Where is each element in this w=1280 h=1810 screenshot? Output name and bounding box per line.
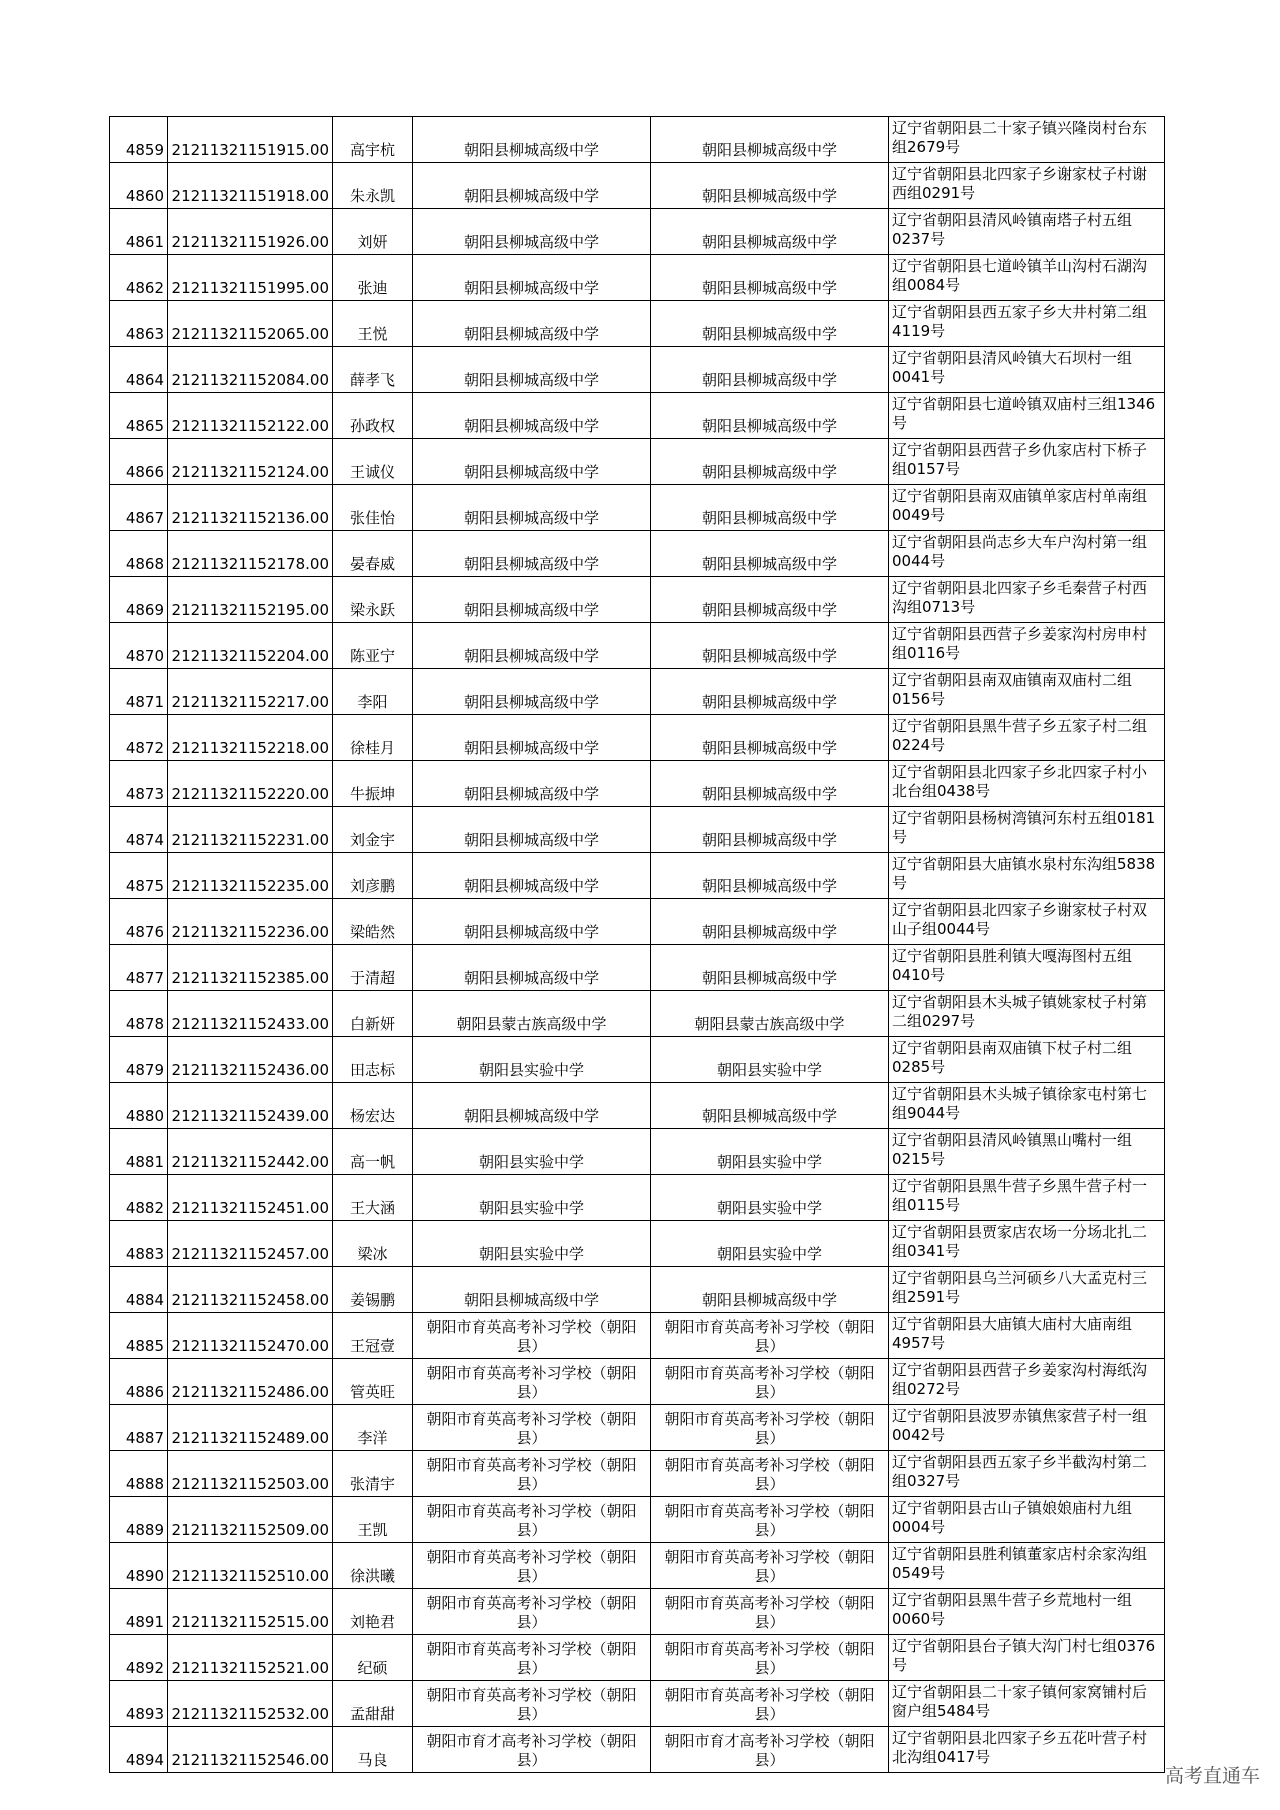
home-address: 辽宁省朝阳县北四家子乡谢家杖子村谢西组0291号 (889, 163, 1165, 209)
student-name: 王大涵 (333, 1175, 413, 1221)
student-name: 王悦 (333, 301, 413, 347)
row-number: 4874 (110, 807, 168, 853)
student-name: 牛振坤 (333, 761, 413, 807)
table-row (110, 117, 1165, 163)
row-number: 4883 (110, 1221, 168, 1267)
graduation-school: 朝阳市育英高考补习学校（朝阳县） (413, 1405, 651, 1451)
registration-school: 朝阳县柳城高级中学 (651, 117, 889, 163)
row-number: 4871 (110, 669, 168, 715)
exam-id: 21211321151926.00 (168, 209, 333, 255)
home-address: 辽宁省朝阳县大庙镇水泉村东沟组5838号 (889, 853, 1165, 899)
row-number: 4876 (110, 899, 168, 945)
table-row (110, 807, 1165, 853)
exam-id: 21211321151918.00 (168, 163, 333, 209)
home-address: 辽宁省朝阳县波罗赤镇焦家营子村一组0042号 (889, 1405, 1165, 1451)
graduation-school: 朝阳县柳城高级中学 (413, 163, 651, 209)
exam-id: 21211321152509.00 (168, 1497, 333, 1543)
row-number: 4861 (110, 209, 168, 255)
graduation-school: 朝阳县柳城高级中学 (413, 577, 651, 623)
table-row (110, 853, 1165, 899)
exam-id: 21211321152546.00 (168, 1727, 333, 1773)
table-row (110, 1451, 1165, 1497)
registration-school: 朝阳市育英高考补习学校（朝阳县） (651, 1681, 889, 1727)
student-name: 梁永跃 (333, 577, 413, 623)
exam-id: 21211321152470.00 (168, 1313, 333, 1359)
row-number: 4888 (110, 1451, 168, 1497)
registration-school: 朝阳县柳城高级中学 (651, 301, 889, 347)
exam-id: 21211321152136.00 (168, 485, 333, 531)
registration-school: 朝阳县实验中学 (651, 1037, 889, 1083)
exam-id: 21211321152503.00 (168, 1451, 333, 1497)
exam-id: 21211321152195.00 (168, 577, 333, 623)
roster-table (109, 116, 1165, 1773)
home-address: 辽宁省朝阳县胜利镇董家店村余家沟组0549号 (889, 1543, 1165, 1589)
roster-body (110, 117, 1165, 1773)
registration-school: 朝阳县柳城高级中学 (651, 531, 889, 577)
row-number: 4885 (110, 1313, 168, 1359)
registration-school: 朝阳县柳城高级中学 (651, 485, 889, 531)
row-number: 4881 (110, 1129, 168, 1175)
graduation-school: 朝阳县实验中学 (413, 1129, 651, 1175)
student-name: 高一帆 (333, 1129, 413, 1175)
table-row (110, 669, 1165, 715)
student-name: 刘彦鹏 (333, 853, 413, 899)
row-number: 4882 (110, 1175, 168, 1221)
table-row (110, 1037, 1165, 1083)
student-name: 薛孝飞 (333, 347, 413, 393)
row-number: 4860 (110, 163, 168, 209)
graduation-school: 朝阳县实验中学 (413, 1175, 651, 1221)
home-address: 辽宁省朝阳县南双庙镇单家店村单南组0049号 (889, 485, 1165, 531)
home-address: 辽宁省朝阳县七道岭镇双庙村三组1346号 (889, 393, 1165, 439)
registration-school: 朝阳市育英高考补习学校（朝阳县） (651, 1497, 889, 1543)
exam-id: 21211321152065.00 (168, 301, 333, 347)
exam-id: 21211321152217.00 (168, 669, 333, 715)
registration-school: 朝阳市育英高考补习学校（朝阳县） (651, 1405, 889, 1451)
graduation-school: 朝阳市育英高考补习学校（朝阳县） (413, 1589, 651, 1635)
student-name: 刘妍 (333, 209, 413, 255)
exam-id: 21211321152231.00 (168, 807, 333, 853)
student-name: 刘金宇 (333, 807, 413, 853)
table-row (110, 1083, 1165, 1129)
row-number: 4889 (110, 1497, 168, 1543)
watermark-text: 高考直通车 (1164, 1765, 1260, 1787)
row-number: 4894 (110, 1727, 168, 1773)
registration-school: 朝阳县柳城高级中学 (651, 669, 889, 715)
table-row (110, 945, 1165, 991)
exam-id: 21211321152220.00 (168, 761, 333, 807)
row-number: 4864 (110, 347, 168, 393)
home-address: 辽宁省朝阳县西营子乡姜家沟村海纸沟组0272号 (889, 1359, 1165, 1405)
graduation-school: 朝阳县柳城高级中学 (413, 853, 651, 899)
exam-id: 21211321152457.00 (168, 1221, 333, 1267)
exam-id: 21211321152433.00 (168, 991, 333, 1037)
registration-school: 朝阳县柳城高级中学 (651, 209, 889, 255)
student-name: 张佳怡 (333, 485, 413, 531)
exam-id: 21211321152489.00 (168, 1405, 333, 1451)
student-name: 纪硕 (333, 1635, 413, 1681)
table-row (110, 577, 1165, 623)
student-name: 高宇杭 (333, 117, 413, 163)
table-row (110, 393, 1165, 439)
home-address: 辽宁省朝阳县大庙镇大庙村大庙南组4957号 (889, 1313, 1165, 1359)
home-address: 辽宁省朝阳县黑牛营子乡五家子村二组0224号 (889, 715, 1165, 761)
registration-school: 朝阳市育英高考补习学校（朝阳县） (651, 1313, 889, 1359)
table-row (110, 1267, 1165, 1313)
home-address: 辽宁省朝阳县北四家子乡五花叶营子村北沟组0417号 (889, 1727, 1165, 1773)
registration-school: 朝阳县柳城高级中学 (651, 347, 889, 393)
row-number: 4878 (110, 991, 168, 1037)
student-name: 刘艳君 (333, 1589, 413, 1635)
graduation-school: 朝阳县实验中学 (413, 1037, 651, 1083)
table-row (110, 1727, 1165, 1773)
table-row (110, 1497, 1165, 1543)
row-number: 4891 (110, 1589, 168, 1635)
table-row (110, 623, 1165, 669)
exam-id: 21211321152178.00 (168, 531, 333, 577)
home-address: 辽宁省朝阳县古山子镇娘娘庙村九组0004号 (889, 1497, 1165, 1543)
row-number: 4887 (110, 1405, 168, 1451)
student-name: 管英旺 (333, 1359, 413, 1405)
exam-id: 21211321152236.00 (168, 899, 333, 945)
exam-id: 21211321152124.00 (168, 439, 333, 485)
graduation-school: 朝阳市育英高考补习学校（朝阳县） (413, 1681, 651, 1727)
table-row (110, 301, 1165, 347)
graduation-school: 朝阳县柳城高级中学 (413, 531, 651, 577)
student-name: 李阳 (333, 669, 413, 715)
registration-school: 朝阳县柳城高级中学 (651, 623, 889, 669)
graduation-school: 朝阳市育英高考补习学校（朝阳县） (413, 1359, 651, 1405)
table-row (110, 1635, 1165, 1681)
table-row (110, 1129, 1165, 1175)
row-number: 4870 (110, 623, 168, 669)
table-row (110, 163, 1165, 209)
graduation-school: 朝阳县柳城高级中学 (413, 255, 651, 301)
home-address: 辽宁省朝阳县木头城子镇徐家屯村第七组9044号 (889, 1083, 1165, 1129)
graduation-school: 朝阳县柳城高级中学 (413, 301, 651, 347)
graduation-school: 朝阳县柳城高级中学 (413, 761, 651, 807)
table-row (110, 715, 1165, 761)
table-row (110, 991, 1165, 1037)
table-row (110, 1589, 1165, 1635)
registration-school: 朝阳县柳城高级中学 (651, 853, 889, 899)
student-name: 姜锡鹏 (333, 1267, 413, 1313)
student-name: 徐桂月 (333, 715, 413, 761)
exam-id: 21211321152439.00 (168, 1083, 333, 1129)
registration-school: 朝阳县柳城高级中学 (651, 715, 889, 761)
table-row (110, 255, 1165, 301)
table-row (110, 347, 1165, 393)
registration-school: 朝阳县实验中学 (651, 1175, 889, 1221)
graduation-school: 朝阳县柳城高级中学 (413, 899, 651, 945)
row-number: 4890 (110, 1543, 168, 1589)
registration-school: 朝阳县柳城高级中学 (651, 899, 889, 945)
graduation-school: 朝阳县柳城高级中学 (413, 1267, 651, 1313)
registration-school: 朝阳县柳城高级中学 (651, 807, 889, 853)
exam-id: 21211321152510.00 (168, 1543, 333, 1589)
exam-id: 21211321152436.00 (168, 1037, 333, 1083)
student-name: 张清宇 (333, 1451, 413, 1497)
row-number: 4869 (110, 577, 168, 623)
home-address: 辽宁省朝阳县黑牛营子乡荒地村一组0060号 (889, 1589, 1165, 1635)
row-number: 4886 (110, 1359, 168, 1405)
exam-id: 21211321152235.00 (168, 853, 333, 899)
registration-school: 朝阳县柳城高级中学 (651, 1267, 889, 1313)
graduation-school: 朝阳县柳城高级中学 (413, 209, 651, 255)
exam-id: 21211321152532.00 (168, 1681, 333, 1727)
exam-id: 21211321152204.00 (168, 623, 333, 669)
student-name: 徐洪曦 (333, 1543, 413, 1589)
row-number: 4868 (110, 531, 168, 577)
table-row (110, 761, 1165, 807)
row-number: 4859 (110, 117, 168, 163)
home-address: 辽宁省朝阳县杨树湾镇河东村五组0181号 (889, 807, 1165, 853)
row-number: 4863 (110, 301, 168, 347)
home-address: 辽宁省朝阳县清风岭镇黑山嘴村一组0215号 (889, 1129, 1165, 1175)
home-address: 辽宁省朝阳县南双庙镇下杖子村二组0285号 (889, 1037, 1165, 1083)
table-row (110, 1221, 1165, 1267)
student-name: 梁冰 (333, 1221, 413, 1267)
row-number: 4875 (110, 853, 168, 899)
student-name: 孙政权 (333, 393, 413, 439)
graduation-school: 朝阳县柳城高级中学 (413, 945, 651, 991)
registration-school: 朝阳市育英高考补习学校（朝阳县） (651, 1589, 889, 1635)
registration-school: 朝阳县柳城高级中学 (651, 163, 889, 209)
table-row (110, 1359, 1165, 1405)
home-address: 辽宁省朝阳县尚志乡大车户沟村第一组0044号 (889, 531, 1165, 577)
registration-school: 朝阳市育才高考补习学校（朝阳县） (651, 1727, 889, 1773)
exam-id: 21211321152084.00 (168, 347, 333, 393)
registration-school: 朝阳市育英高考补习学校（朝阳县） (651, 1635, 889, 1681)
table-row (110, 1313, 1165, 1359)
exam-id: 21211321152385.00 (168, 945, 333, 991)
registration-school: 朝阳县柳城高级中学 (651, 255, 889, 301)
graduation-school: 朝阳县柳城高级中学 (413, 1083, 651, 1129)
student-name: 晏春威 (333, 531, 413, 577)
home-address: 辽宁省朝阳县清风岭镇大石坝村一组0041号 (889, 347, 1165, 393)
row-number: 4884 (110, 1267, 168, 1313)
exam-id: 21211321152442.00 (168, 1129, 333, 1175)
registration-school: 朝阳县柳城高级中学 (651, 945, 889, 991)
registration-school: 朝阳县柳城高级中学 (651, 439, 889, 485)
graduation-school: 朝阳县柳城高级中学 (413, 807, 651, 853)
home-address: 辽宁省朝阳县胜利镇大嘎海图村五组0410号 (889, 945, 1165, 991)
home-address: 辽宁省朝阳县台子镇大沟门村七组0376号 (889, 1635, 1165, 1681)
graduation-school: 朝阳县柳城高级中学 (413, 393, 651, 439)
table-row (110, 439, 1165, 485)
home-address: 辽宁省朝阳县西五家子乡大井村第二组4119号 (889, 301, 1165, 347)
graduation-school: 朝阳市育英高考补习学校（朝阳县） (413, 1313, 651, 1359)
table-row (110, 899, 1165, 945)
home-address: 辽宁省朝阳县二十家子镇何家窝铺村后窗户组5484号 (889, 1681, 1165, 1727)
row-number: 4893 (110, 1681, 168, 1727)
graduation-school: 朝阳县柳城高级中学 (413, 117, 651, 163)
table-row (110, 485, 1165, 531)
exam-id: 21211321152122.00 (168, 393, 333, 439)
row-number: 4892 (110, 1635, 168, 1681)
home-address: 辽宁省朝阳县西营子乡姜家沟村房申村组0116号 (889, 623, 1165, 669)
graduation-school: 朝阳县蒙古族高级中学 (413, 991, 651, 1037)
table-row (110, 531, 1165, 577)
home-address: 辽宁省朝阳县七道岭镇羊山沟村石湖沟组0084号 (889, 255, 1165, 301)
student-name: 王诚仪 (333, 439, 413, 485)
row-number: 4880 (110, 1083, 168, 1129)
student-name: 王凯 (333, 1497, 413, 1543)
graduation-school: 朝阳县柳城高级中学 (413, 715, 651, 761)
student-name: 马良 (333, 1727, 413, 1773)
registration-school: 朝阳县实验中学 (651, 1129, 889, 1175)
student-name: 田志标 (333, 1037, 413, 1083)
student-name: 孟甜甜 (333, 1681, 413, 1727)
table-row (110, 1405, 1165, 1451)
row-number: 4877 (110, 945, 168, 991)
graduation-school: 朝阳县柳城高级中学 (413, 485, 651, 531)
registration-school: 朝阳县柳城高级中学 (651, 393, 889, 439)
graduation-school: 朝阳县实验中学 (413, 1221, 651, 1267)
row-number: 4872 (110, 715, 168, 761)
home-address: 辽宁省朝阳县木头城子镇姚家杖子村第二组0297号 (889, 991, 1165, 1037)
graduation-school: 朝阳市育英高考补习学校（朝阳县） (413, 1497, 651, 1543)
exam-id: 21211321152218.00 (168, 715, 333, 761)
table-row (110, 1681, 1165, 1727)
exam-id: 21211321152486.00 (168, 1359, 333, 1405)
graduation-school: 朝阳市育英高考补习学校（朝阳县） (413, 1451, 651, 1497)
home-address: 辽宁省朝阳县清风岭镇南塔子村五组0237号 (889, 209, 1165, 255)
student-name: 杨宏达 (333, 1083, 413, 1129)
home-address: 辽宁省朝阳县西营子乡仇家店村下桥子组0157号 (889, 439, 1165, 485)
row-number: 4866 (110, 439, 168, 485)
exam-id: 21211321152451.00 (168, 1175, 333, 1221)
registration-school: 朝阳县实验中学 (651, 1221, 889, 1267)
graduation-school: 朝阳市育才高考补习学校（朝阳县） (413, 1727, 651, 1773)
row-number: 4862 (110, 255, 168, 301)
row-number: 4873 (110, 761, 168, 807)
graduation-school: 朝阳市育英高考补习学校（朝阳县） (413, 1543, 651, 1589)
registration-school: 朝阳县柳城高级中学 (651, 577, 889, 623)
student-name: 于清超 (333, 945, 413, 991)
registration-school: 朝阳县柳城高级中学 (651, 1083, 889, 1129)
home-address: 辽宁省朝阳县南双庙镇南双庙村二组0156号 (889, 669, 1165, 715)
graduation-school: 朝阳县柳城高级中学 (413, 439, 651, 485)
home-address: 辽宁省朝阳县北四家子乡毛秦营子村西沟组0713号 (889, 577, 1165, 623)
graduation-school: 朝阳县柳城高级中学 (413, 669, 651, 715)
registration-school: 朝阳市育英高考补习学校（朝阳县） (651, 1451, 889, 1497)
row-number: 4865 (110, 393, 168, 439)
home-address: 辽宁省朝阳县北四家子乡谢家杖子村双山子组0044号 (889, 899, 1165, 945)
registration-school: 朝阳县蒙古族高级中学 (651, 991, 889, 1037)
student-name: 李洋 (333, 1405, 413, 1451)
exam-id: 21211321152458.00 (168, 1267, 333, 1313)
home-address: 辽宁省朝阳县二十家子镇兴隆岗村台东组2679号 (889, 117, 1165, 163)
student-name: 张迪 (333, 255, 413, 301)
home-address: 辽宁省朝阳县贾家店农场一分场北扎二组0341号 (889, 1221, 1165, 1267)
graduation-school: 朝阳市育英高考补习学校（朝阳县） (413, 1635, 651, 1681)
registration-school: 朝阳市育英高考补习学校（朝阳县） (651, 1543, 889, 1589)
student-name: 陈亚宁 (333, 623, 413, 669)
student-name: 梁皓然 (333, 899, 413, 945)
home-address: 辽宁省朝阳县乌兰河硕乡八大孟克村三组2591号 (889, 1267, 1165, 1313)
exam-id: 21211321152515.00 (168, 1589, 333, 1635)
registration-school: 朝阳县柳城高级中学 (651, 761, 889, 807)
registration-school: 朝阳市育英高考补习学校（朝阳县） (651, 1359, 889, 1405)
exam-id: 21211321152521.00 (168, 1635, 333, 1681)
exam-id: 21211321151995.00 (168, 255, 333, 301)
home-address: 辽宁省朝阳县北四家子乡北四家子村小北台组0438号 (889, 761, 1165, 807)
row-number: 4879 (110, 1037, 168, 1083)
graduation-school: 朝阳县柳城高级中学 (413, 623, 651, 669)
table-row (110, 209, 1165, 255)
student-name: 朱永凯 (333, 163, 413, 209)
table-row (110, 1543, 1165, 1589)
graduation-school: 朝阳县柳城高级中学 (413, 347, 651, 393)
student-name: 白新妍 (333, 991, 413, 1037)
exam-id: 21211321151915.00 (168, 117, 333, 163)
home-address: 辽宁省朝阳县黑牛营子乡黑牛营子村一组0115号 (889, 1175, 1165, 1221)
student-name: 王冠壹 (333, 1313, 413, 1359)
row-number: 4867 (110, 485, 168, 531)
home-address: 辽宁省朝阳县西五家子乡半截沟村第二组0327号 (889, 1451, 1165, 1497)
table-row (110, 1175, 1165, 1221)
